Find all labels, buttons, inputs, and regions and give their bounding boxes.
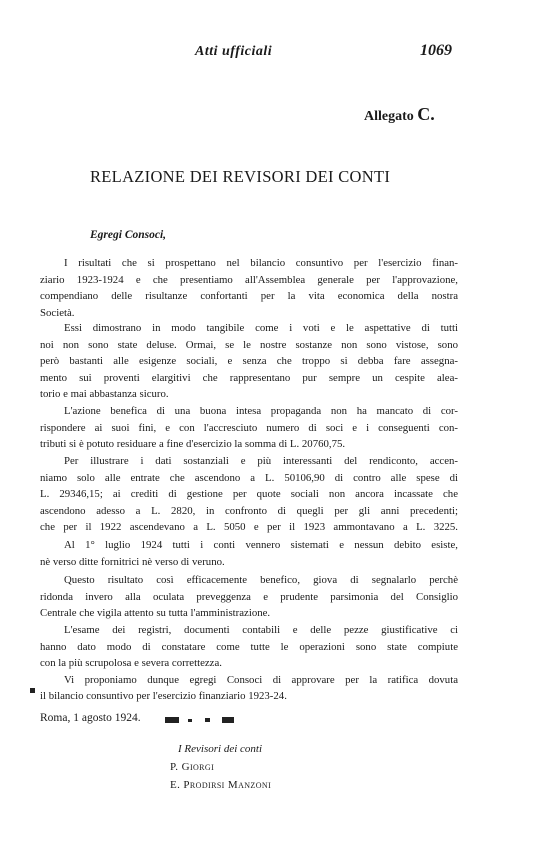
signature-block [170,740,271,794]
text-line: rispondere ai suoi fini, e con l'accresciuto numero di soci e i conseguenti con- [40,421,458,434]
paragraph-1 [40,255,458,321]
text-line: L. 29346,15; ai crediti di gestione per quote sociali non ancora incassate che [40,488,458,501]
scan-speckle [30,688,35,693]
text-line: ziario 1923-1924 e che presentiamo all'Assemblea generale per l'approvazione, [40,273,458,286]
signature-heading: I Revisori dei conti [178,743,263,755]
paragraph-6 [40,572,458,622]
text-line: L'esame dei registri, documenti contabili e delle pezze giustificative ci [64,624,458,636]
text-line: tributi si è potuto residuare a fine d'esercizio la somma di L. 20760,75. [40,438,346,451]
paragraph-3 [40,403,458,453]
scan-speckle [165,717,179,723]
annex-label-text: Allegato [364,109,414,124]
text-line: mento sui proventi elargitivi che rappresentano pur sempre un cespite alea- [40,371,458,384]
paragraph-8-cont [40,672,458,705]
text-line: niamo solo alle entrate che ascendono a L. 50106,90 di contro alle spese di [40,471,458,484]
text-line: con la più scrupolosa e severa correttezza. [40,657,222,670]
salutation: Egregi Consoci, [90,229,167,241]
text-line: L'azione benefica di una buona intesa propaganda non ha mancato di cor- [64,405,458,417]
text-line: I risultati che si prospettano nel bilancio consuntivo per l'esercizio finan- [64,257,458,269]
running-title: Atti ufficiali [195,44,273,59]
paragraph-2 [40,320,458,403]
text-line: Vi proponiamo dunque egregi Consoci di approvare per la ratifica dovuta [64,674,458,686]
annex-label [364,104,435,125]
text-line: Società. [40,306,75,319]
scan-speckle [188,719,192,722]
text-line: compendiano delle risultanze confortanti per la vita economica della nostra [40,290,458,303]
text-line: nè verso ditte fornitrici nè verso di veruno. [40,555,225,568]
text-line: Questo risultato così efficacemente benefico, giova di segnalarlo perchè [64,574,458,586]
text-line: che per il 1922 ascendevano a L. 5050 e per il 1923 ammontavano a L. 3225. [40,521,458,534]
text-line: Essi dimostrano in modo tangibile come i voti e le aspettative di tutti [64,322,458,334]
text-line: Per illustrare i dati sostanziali e più interessanti del rendiconto, accen- [64,455,458,467]
text-line: ascendono adesso a L. 2820, in confronto di quegli per gli anni precedenti; [40,504,458,517]
signature-name: E. Prodirsi Manzoni [170,779,272,791]
paragraph-5 [40,537,458,570]
text-line: ridonda invero alla oculata preveggenza e prudente parsimonia del Consiglio [40,590,458,603]
paragraph-4 [40,453,458,536]
scan-speckle [222,717,234,723]
document-title: RELAZIONE DEI REVISORI DEI CONTI [90,167,391,186]
annex-letter: C. [417,104,435,124]
page-number: 1069 [420,42,452,59]
text-line: hanno dato modo di constatare come tutte le operazioni sono state compiute [40,640,458,653]
signature-name: P. Giorgi [170,761,215,773]
text-line: torio e mai abbastanza sicuro. [40,388,169,401]
place-date: Roma, 1 agosto 1924. [40,712,141,724]
scan-speckle [205,718,210,722]
text-line: il bilancio consuntivo per l'esercizio finanziario 1923-24. [40,690,287,702]
text-line: Centrale che vigila attento su tutta l'amministrazione. [40,607,271,620]
text-line: Al 1° luglio 1924 tutti i conti vennero sistemati e nessun debito esiste, [64,539,458,551]
text-line: noi non sono state deluse. Ormai, se le nostre sostanze non sono vistose, sono [40,338,458,351]
text-line: però bastanti alle esigenze sociali, e senza che troppo si debba fare assegna- [40,355,458,368]
